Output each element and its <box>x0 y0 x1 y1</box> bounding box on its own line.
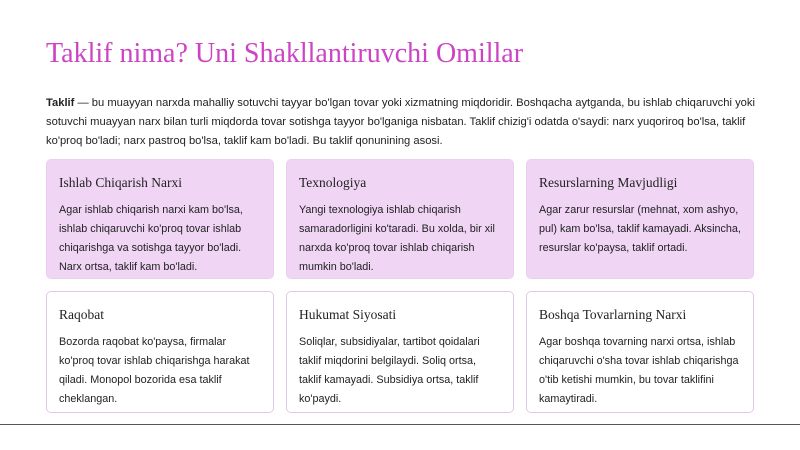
card-title: Boshqa Tovarlarning Narxi <box>539 307 687 322</box>
card-title: Ishlab Chiqarish Narxi <box>59 175 182 190</box>
card-title: Hukumat Siyosati <box>299 307 397 322</box>
card-technology <box>286 159 514 279</box>
card-body: Yangi texnologiya ishlab chiqarish samaradorligini ko'taradi. Bu xolda, bir xil narxda ko'proq tovar ishlab chiqarish mumkin bo'ladi. <box>299 204 495 273</box>
intro-text: — bu muayyan narxda mahalliy sotuvchi tayyar bo'lgan tovar yoki xizmatning miqdoridir. Boshqacha aytganda, bu ishlab chiqaruvchi yoki sotuvchi muayyan narx bilan turli miqdorda tovar sotishga tayyor bo'lganiga nisbatan. Taklif chizig'i odatda o'saydi: narx yuqoriroq bo'lsa, taklif ko'proq bo'ladi; narx pastroq bo'lsa, taklif kam bo'ladi. Bu taklif qonunining asosi. <box>46 97 755 147</box>
card-title: Raqobat <box>59 307 104 322</box>
card-body: Agar zarur resurslar (mehnat, xom ashyo, pul) kam bo'lsa, taklif kamayadi. Aksincha, resurslar ko'paysa, taklif ortadi. <box>539 204 741 254</box>
card-government-policy <box>286 291 514 413</box>
card-body: Agar ishlab chiqarish narxi kam bo'lsa, ishlab chiqaruvchi ko'proq tovar ishlab chiqarishga va sotishga tayyor bo'ladi. Narx ortsa, taklif kam bo'ladi. <box>59 204 243 273</box>
card-body: Agar boshqa tovarning narxi ortsa, ishlab chiqaruvchi o'sha tovar ishlab chiqarishga o'tib ketishi mumkin, bu tovar taklifini kamaytiradi. <box>539 336 739 405</box>
page-title: Taklif nima? Uni Shakllantiruvchi Omillar <box>46 38 524 69</box>
card-title: Resurslarning Mavjudligi <box>539 175 678 190</box>
card-body: Soliqlar, subsidiyalar, tartibot qoidalari taklif miqdorini belgilaydi. Soliq ortsa, taklif kamayadi. Subsidiya ortsa, taklif ko'paydi. <box>299 336 480 405</box>
card-resources <box>526 159 754 279</box>
factor-cards-grid <box>46 159 754 413</box>
card-body: Bozorda raqobat ko'paysa, firmalar ko'proq tovar ishlab chiqarishga harakat qiladi. Monopol bozorida esa taklif cheklangan. <box>59 336 250 405</box>
card-other-goods-price <box>526 291 754 413</box>
intro-paragraph <box>46 94 758 151</box>
card-competition <box>46 291 274 413</box>
card-title: Texnologiya <box>299 175 367 190</box>
card-production-cost <box>46 159 274 279</box>
bottom-divider <box>0 424 800 425</box>
intro-term: Taklif <box>46 97 75 109</box>
